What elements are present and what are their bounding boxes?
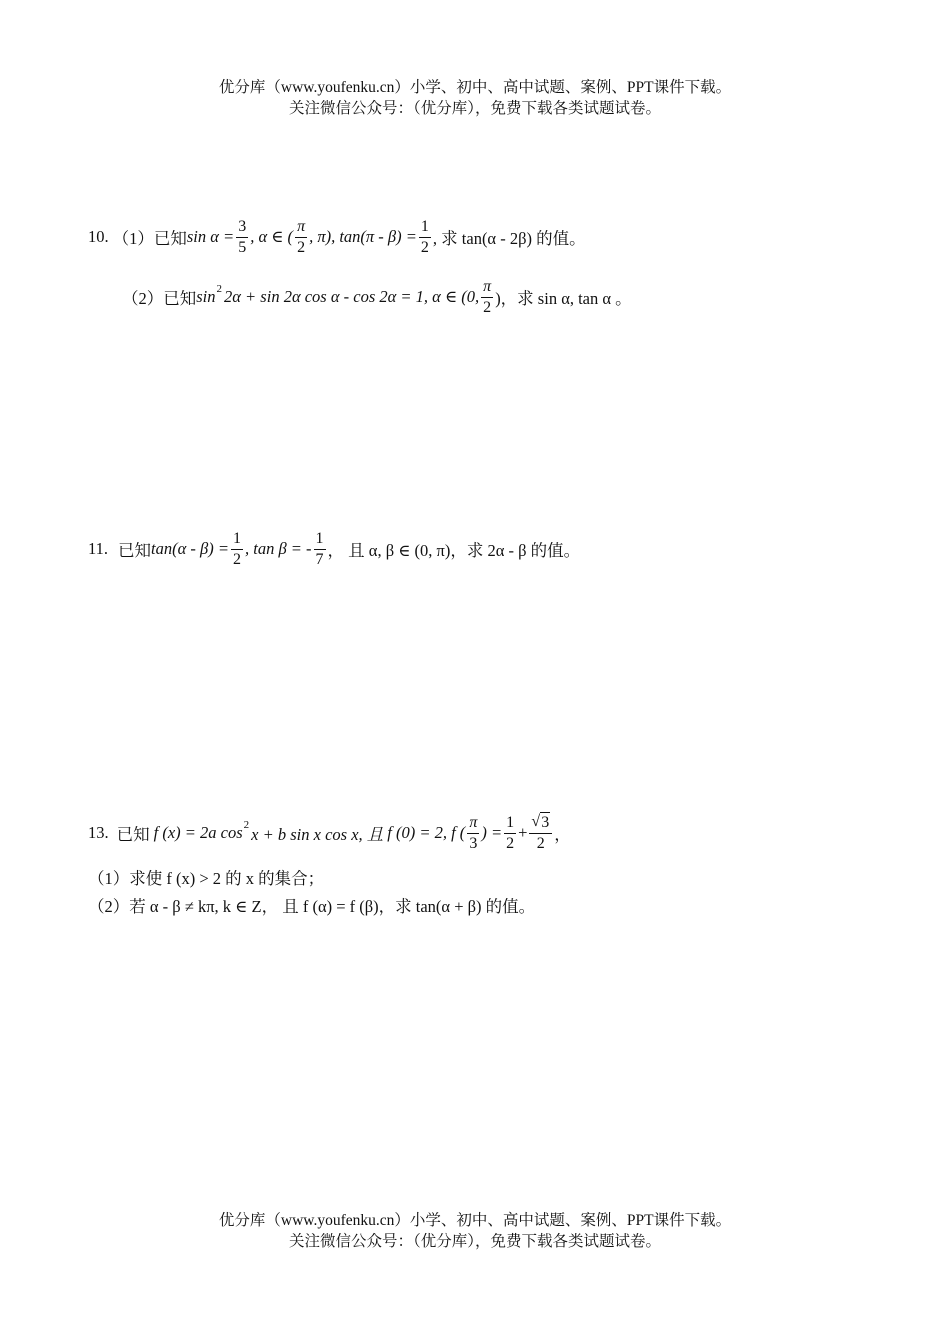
plus-sign: + [518,823,528,842]
math-expression: , tan β = - [244,539,312,558]
page-footer [0,1210,950,1252]
denominator: 5 [238,238,247,256]
denominator: 2 [483,298,492,316]
denominator: 3 [469,834,478,852]
header-line-1: 优分库（www.youfenku.cn）小学、初中、高中试题、案例、PPT课件下载。 [218,79,732,96]
math-expression: x + b sin x cos x, 且 [251,825,384,844]
math-expression: ) = [481,823,503,842]
math-expression: , α ∈ ( [250,227,294,246]
fraction [314,529,326,570]
denominator: 2 [232,550,241,568]
question-number: 13. [88,823,109,842]
denominator: 2 [536,835,545,852]
question-10-part-2 [88,267,632,327]
numerator: 3 [238,217,247,235]
math-expression: sin [196,287,216,306]
math-expression: f (0) = 2, f ( [387,823,466,842]
numerator [529,812,552,833]
question-ask: , 求 tan(α - 2β) 的值。 [432,229,586,248]
fraction [529,812,552,854]
square-root: √ 3 [531,813,550,831]
question-11-line [88,519,580,579]
question-13 [88,803,571,919]
fraction [236,217,248,258]
numerator: 1 [506,813,515,831]
header-line-2: 关注微信公众号：（优分库），免费下载各类试题试卷。 [288,100,661,117]
fraction [419,217,431,258]
fraction [504,813,516,854]
question-ask: )，求 sin α, tan α 。 [495,289,632,308]
numerator: 1 [315,529,324,547]
numerator: π [483,277,492,295]
page-header [0,77,950,119]
fraction [231,529,243,570]
question-11 [88,519,580,579]
numerator: π [469,813,478,831]
math-expression: 2α + sin 2α cos α - cos 2α = 1, α ∈ (0, [224,287,480,306]
numerator: 1 [420,217,429,235]
question-label: 已知 [118,541,152,560]
math-expression: tan(α - β) = [151,539,229,558]
footer-line-1: 优分库（www.youfenku.cn）小学、初中、高中试题、案例、PPT课件下载。 [218,1212,732,1229]
question-label: 已知 [116,825,150,844]
superscript: 2 [243,819,250,831]
radicand: 3 [541,814,550,831]
question-number: 11. [88,539,109,558]
question-ask: ， 且 α, β ∈ (0, π)，求 2α - β 的值。 [327,541,581,560]
denominator: 2 [297,238,306,256]
fraction [295,217,307,258]
denominator: 7 [315,550,324,568]
math-expression: f (x) = 2a cos [153,823,243,842]
denominator: 2 [420,238,429,256]
part-label: （1）已知 [112,229,187,248]
denominator: 2 [506,834,515,852]
numerator: π [297,217,306,235]
question-13-part-2: （2）若 α - β ≠ kπ, k ∈ Z， 且 f (α) = f (β)，求 tan(α + β) 的值。 [88,897,536,916]
numerator: 1 [232,529,241,547]
question-number: 10. [88,227,109,246]
question-10-part-1 [88,207,632,267]
superscript: 2 [216,283,223,295]
question-10 [88,207,632,327]
fraction [467,813,479,854]
question-13-stem [88,803,571,863]
part-label: （2）已知 [122,289,197,308]
math-expression: , π), tan(π - β) = [309,227,417,246]
question-13-part-1: （1）求使 f (x) > 2 的 x 的集合； [88,869,325,888]
math-expression: sin α = [186,227,235,246]
footer-line-2: 关注微信公众号：（优分库），免费下载各类试题试卷。 [288,1233,661,1250]
punctuation: ， [554,825,571,844]
fraction [481,277,493,318]
